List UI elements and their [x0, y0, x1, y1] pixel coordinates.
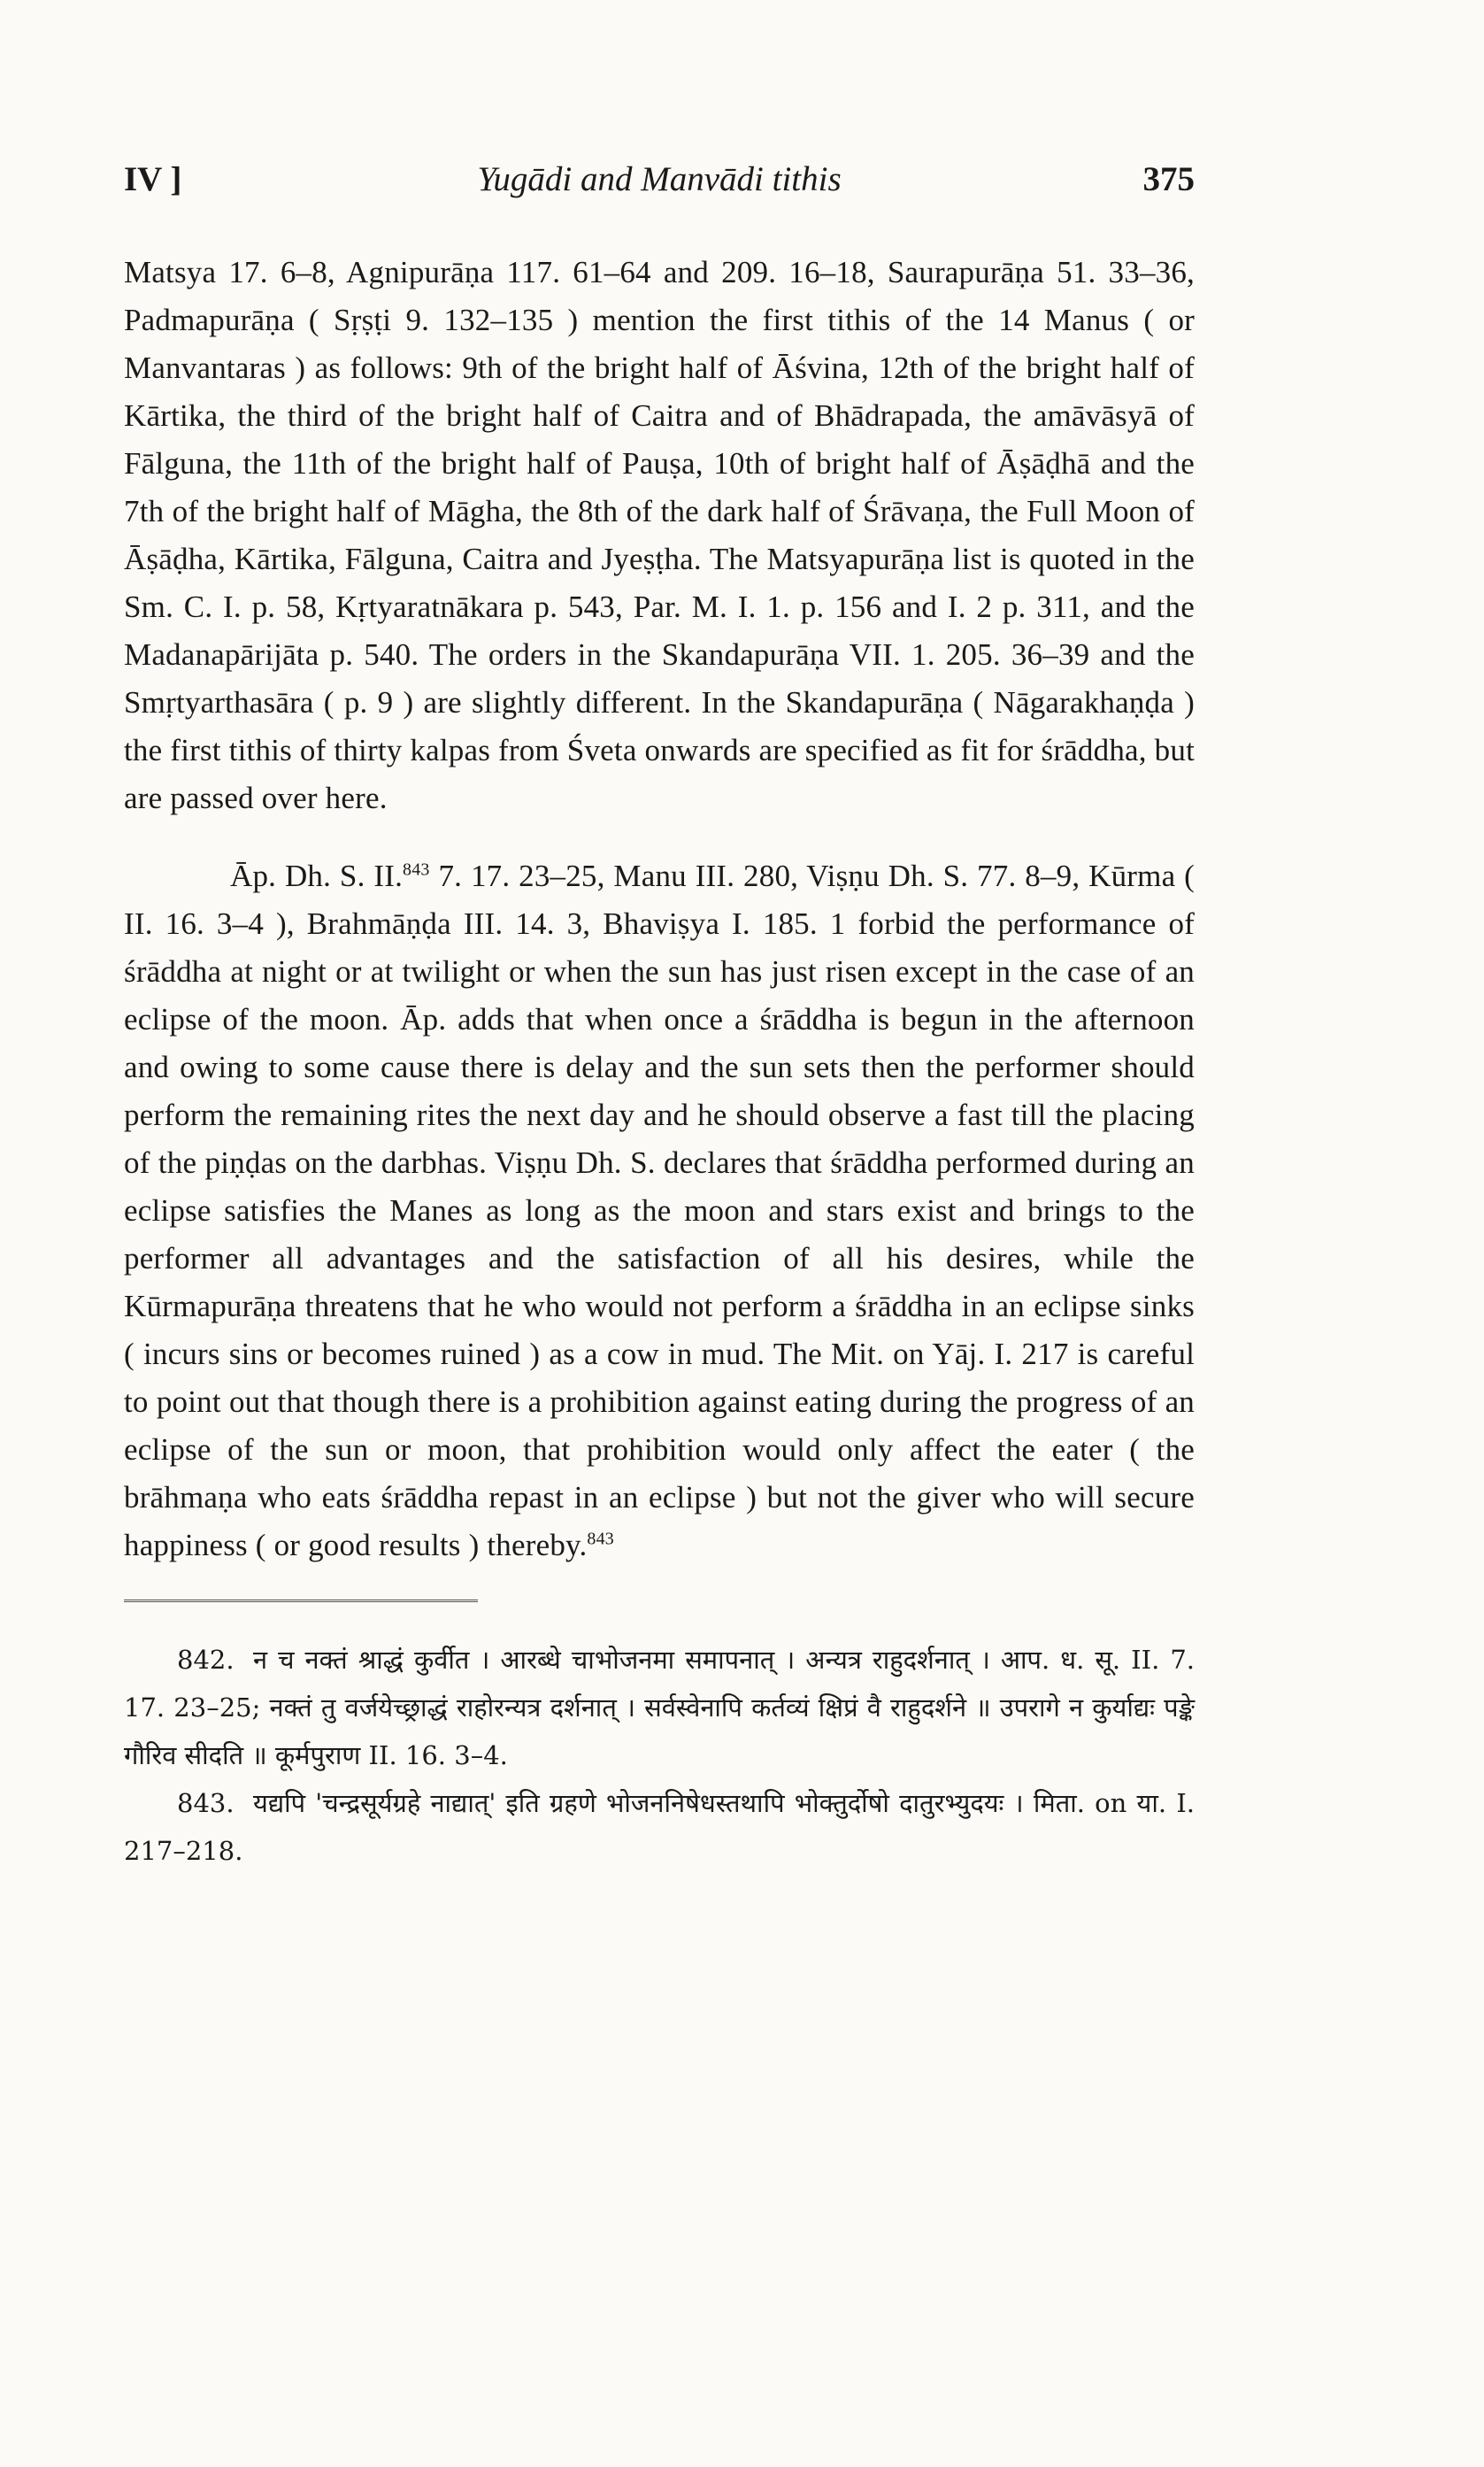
paragraph-text-start: Āp. Dh. S. II.: [230, 859, 404, 893]
footnote-ref-superscript: 843: [403, 860, 430, 880]
page-header: [124, 159, 1195, 199]
footnote-ref-end: 843: [587, 1529, 615, 1549]
chapter-marker: IV ]: [124, 160, 182, 198]
footnote-843: [124, 1779, 1195, 1875]
footnote-text: न च नक्तं श्राद्धं कुर्वीत । आरब्धे चाभोजनमा समापनात् । अन्यत्र राहुदर्शनात् । आप. ध. सू. II. 7. 17. 23–25; नक्तं तु वर्जयेच्छ्राद्धं राहोरन्यत्र दर्शनात् । सर्वस्वेनापि कर्तव्यं क्षिप्रं वै राहुदर्शने ॥ उपरागे न कुर्याद्यः पङ्के गौरिव सीदति ॥ कूर्मपुराण II. 16. 3–4.: [124, 1645, 1195, 1770]
book-page: [124, 159, 1195, 1875]
body-paragraph-1: Matsya 17. 6–8, Agnipurāṇa 117. 61–64 and 209. 16–18, Saurapurāṇa 51. 33–36, Padmapurāṇa ( Sṛṣṭi 9. 132–135 ) mention the first tithis of the 14 Manus ( or Manvantaras ) as follows: 9th of the bright half of Āśvina, 12th of the bright half of Kārtika, the third of the bright half of Caitra and of Bhādrapada, the amāvāsyā of Fālguna, the 11th of the bright half of Pauṣa, 10th of bright half of Āṣāḍhā and the 7th of the bright half of Māgha, the 8th of the dark half of Śrāvaṇa, the Full Moon of Āṣāḍha, Kārtika, Fālguna, Caitra and Jyeṣṭha. The Matsyapurāṇa list is quoted in the Sm. C. I. p. 58, Kṛtyaratnākara p. 543, Par. M. I. 1. p. 156 and I. 2 p. 311, and the Madanapārijāta p. 540. The orders in the Skandapurāṇa VII. 1. 205. 36–39 and the Smṛtyarthasāra ( p. 9 ) are slightly different. In the Skandapurāṇa ( Nāgarakhaṇḍa ) the first tithis of thirty kalpas from Śveta onwards are specified as fit for śrāddha, but are passed over here.: [124, 255, 1195, 815]
footnote-number: 843.: [177, 1788, 235, 1818]
running-title: Yugādi and Manvādi tithis: [477, 160, 842, 198]
footnote-divider: [124, 1600, 478, 1611]
page-number: 375: [1142, 160, 1195, 198]
footnote-number: 842.: [177, 1645, 235, 1675]
footnote-text: यद्यपि 'चन्द्रसूर्यग्रहे नाद्यात्' इति ग्रहणे भोजननिषेधस्तथापि भोक्तुर्दोषो दातुरभ्युदयः । मिता. on या. I. 217–218.: [124, 1788, 1195, 1866]
body-paragraph-2: [124, 852, 1195, 1569]
footnote-842: [124, 1636, 1195, 1779]
paragraph-text-main: 7. 17. 23–25, Manu III. 280, Viṣṇu Dh. S. 77. 8–9, Kūrma ( II. 16. 3–4 ), Brahmāṇḍa III. 14. 3, Bhaviṣya I. 185. 1 forbid the performance of śrāddha at night or at twilight or when the sun has just risen except in the case of an eclipse of the moon. Āp. adds that when once a śrāddha is begun in the afternoon and owing to some cause there is delay and the sun sets then the performer should perform the remaining rites the next day and he should observe a fast till the placing of the piṇḍas on the darbhas. Viṣṇu Dh. S. declares that śrāddha performed during an eclipse satisfies the Manes as long as the moon and stars exist and brings to the performer all advantages and the satisfaction of all his desires, while the Kūrmapurāṇa threatens that he who would not perform a śrāddha in an eclipse sinks ( incurs sins or becomes ruined ) as a cow in mud. The Mit. on Yāj. I. 217 is careful to point out that though there is a prohibition against eating during the progress of an eclipse of the sun or moon, that prohibition would only affect the eater ( the brāhmaṇa who eats śrāddha repast in an eclipse ) but not the giver who will secure happiness ( or good results ) thereby.: [124, 859, 1195, 1562]
